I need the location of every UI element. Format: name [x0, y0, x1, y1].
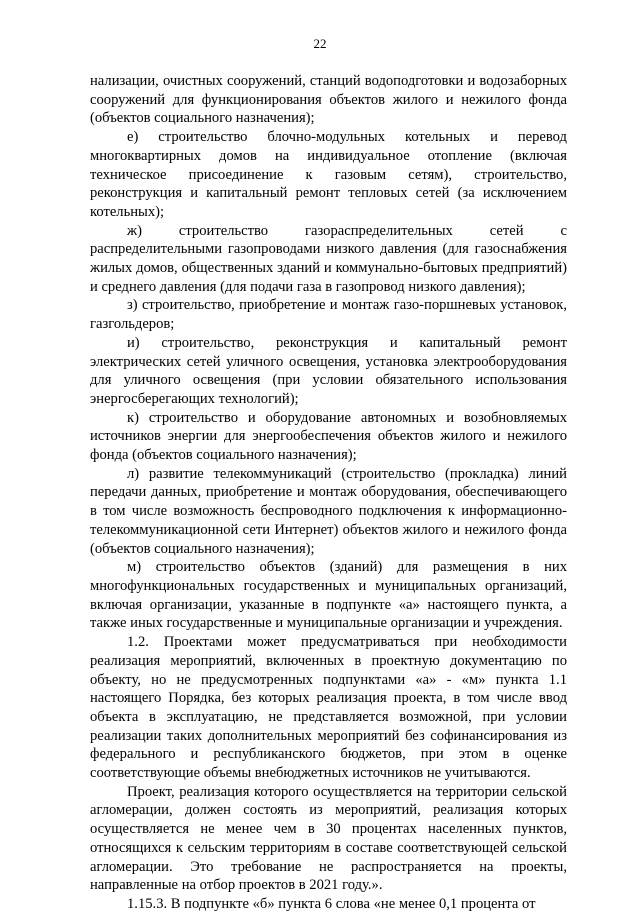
- paragraph-continuation: нализации, очистных сооружений, станций водоподготовки и водозаборных сооружений для функционирования объектов жилого и нежилого фонда (объектов социального назначения);: [90, 73, 567, 127]
- paragraph-item-k: к) строительство и оборудование автономных и возобновляемых источников энергии для энергообеспечения объектов жилого и нежилого фонда (объектов социального назначения);: [90, 409, 567, 464]
- paragraph-item-m: м) строительство объектов (зданий) для размещения в них многофункциональных государственных и муниципальных организаций, включая организации, указанные в подпункте «а» настоящего пункта, а также иных государственные и муниципальные организации и учреждения.: [90, 559, 567, 632]
- paragraph-agglomeration: Проект, реализация которого осуществляется на территории сельской агломерации, должен состоять из мероприятий, реализация которых осуществляется не менее чем в 30 процентах населенных пунктов, относящихся к сельским территориям в составе соответствующей сельской агломерации. Это требование не распространяется на проекты, направленные на отбор проектов в 2021 году.».: [90, 783, 567, 894]
- paragraph-item-e: е) строительство блочно-модульных котельных и перевод многоквартирных домов на индивидуальное отопление (включая техническое присоединение к газовым сетям), строительство, реконструкция и капитальный ремонт тепловых сетей (за исключением котельных);: [90, 129, 567, 220]
- paragraph-section-1-15-3: 1.15.3. В подпункте «б» пункта 6 слова «не менее 0,1 процента от: [127, 895, 536, 912]
- paragraph-item-z: з) строительство, приобретение и монтаж газо-поршневых установок, газгольдеров;: [90, 297, 567, 333]
- paragraph-item-i: и) строительство, реконструкция и капитальный ремонт электрических сетей уличного освещения, установка электрооборудования для уличного освещения (при условии обязательного использования энергосберегающих технологий);: [90, 334, 567, 407]
- paragraph-item-l: л) развитие телекоммуникаций (строительство (прокладка) линий передачи данных, приобретение и монтаж оборудования, обеспечивающего в том числе возможность беспроводного подключения к информационно-телекоммуникационной сети Интернет) объектов жилого и нежилого фонда (объектов социального назначения);: [90, 465, 567, 557]
- paragraph-item-zh: ж) строительство газораспределительных сетей с распределительными газопроводами низкого давления (для газоснабжения жилых домов, общественных зданий и коммунально-бытовых предприятий) и среднего давления (для подачи газа в газопровод низкого давления);: [90, 222, 567, 295]
- page-number: 22: [313, 36, 327, 51]
- paragraph-section-1-2: 1.2. Проектами может предусматриваться при необходимости реализация мероприятий, включенных в проектную документацию по объекту, но не предусмотренных подпунктами «а» - «м» пункта 1.1 настоящего Порядка, без которых реализация проекта, в том числе ввод объекта в эксплуатацию, не представляется возможной, при условии реализации таких дополнительных мероприятий без софинансирования из федерального и республиканского бюджетов, при этом в оценке соответствующие объемы внебюджетных источников не учитываются.: [90, 634, 567, 782]
- document-body: [90, 72, 567, 914]
